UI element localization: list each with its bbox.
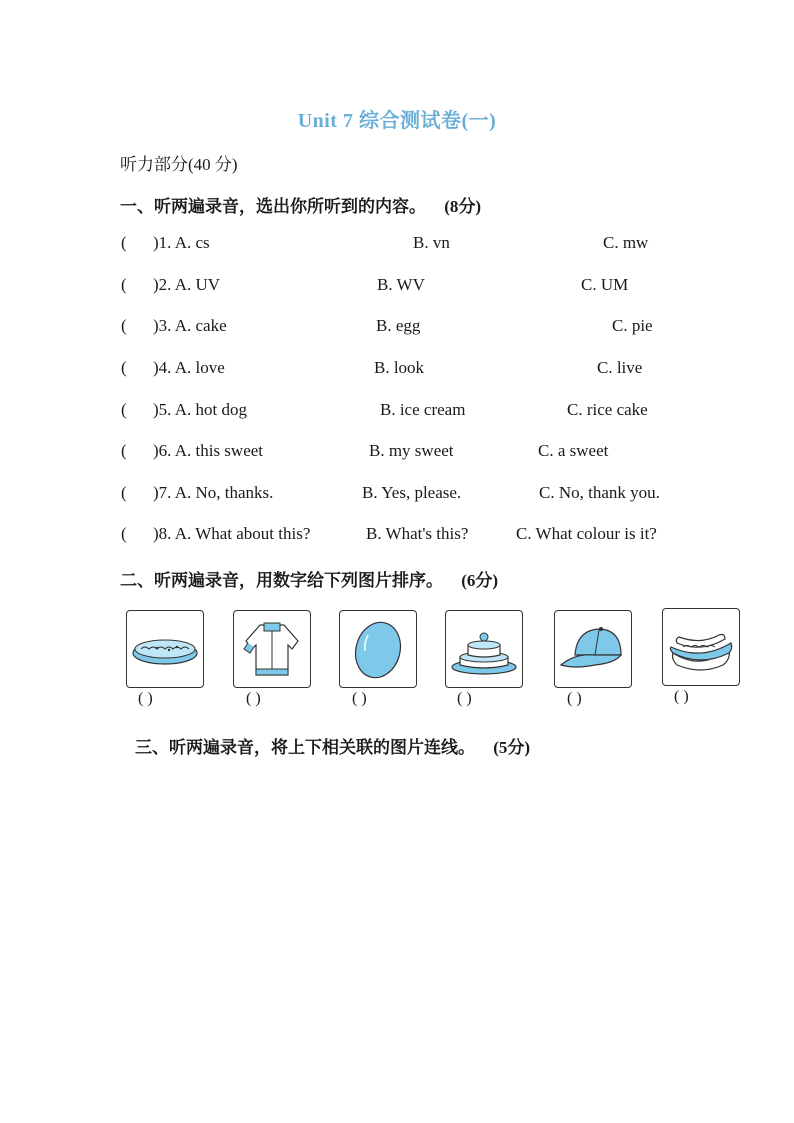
cake-icon (446, 611, 522, 687)
option-b: B. my sweet (369, 441, 454, 460)
option-c: C. live (597, 358, 643, 377)
option-b: B. look (374, 358, 425, 377)
option-b: B. WV (377, 275, 425, 294)
picture-card (445, 610, 523, 688)
page-title: Unit 7 综合测试卷(一) (297, 110, 497, 132)
hotdog-icon (663, 609, 739, 685)
option-c: C. No, thank you. (539, 483, 660, 502)
question-row (0, 483, 794, 507)
option-c: C. mw (603, 233, 649, 252)
question-row (0, 233, 794, 257)
answer-blank[interactable]: ( (121, 483, 127, 502)
option-b: B. What's this? (366, 524, 469, 543)
section-3-title: 三、听两遍录音，将上下相关联的图片连线。 (135, 738, 475, 757)
option-a: )5. A. hot dog (153, 400, 247, 419)
picture-answer-blank[interactable]: ( ) (246, 690, 261, 707)
part-label: 听力部分(40 分) (120, 155, 238, 174)
option-b: B. egg (376, 316, 421, 335)
option-a: )7. A. No, thanks. (153, 483, 274, 502)
option-c: C. a sweet (538, 441, 609, 460)
option-b: B. ice cream (380, 400, 466, 419)
section-2-score: (6分) (461, 571, 499, 590)
picture-card (233, 610, 311, 688)
question-row (0, 316, 794, 340)
section-2-title: 二、听两遍录音，用数字给下列图片排序。 (120, 571, 443, 590)
option-c: C. pie (612, 316, 653, 335)
option-a: )3. A. cake (153, 316, 227, 335)
picture-answer-blank[interactable]: ( ) (674, 688, 689, 705)
option-b: B. vn (413, 233, 450, 252)
option-a: )8. A. What about this? (153, 524, 311, 543)
option-a: )4. A. love (153, 358, 225, 377)
cap-icon (555, 611, 631, 687)
picture-card (662, 608, 740, 686)
section-2-heading (120, 566, 498, 591)
picture-row (0, 608, 794, 713)
section-1-heading (120, 192, 481, 217)
picture-card (554, 610, 632, 688)
section-1-score: (8分) (444, 197, 482, 216)
picture-answer-blank[interactable]: ( ) (567, 690, 582, 707)
egg-icon (340, 611, 416, 687)
question-row (0, 275, 794, 299)
option-c: C. UM (581, 275, 629, 294)
section-1-title: 一、听两遍录音，选出你所听到的内容。 (120, 197, 426, 216)
section-3-score: (5分) (493, 738, 531, 757)
question-row (0, 524, 794, 548)
answer-blank[interactable]: ( (121, 441, 127, 460)
question-row (0, 400, 794, 424)
picture-card (339, 610, 417, 688)
picture-card (126, 610, 204, 688)
question-row (0, 358, 794, 382)
answer-blank[interactable]: ( (121, 524, 127, 543)
option-c: C. What colour is it? (516, 524, 657, 543)
picture-answer-blank[interactable]: ( ) (138, 690, 153, 707)
option-a: )1. A. cs (153, 233, 210, 252)
answer-blank[interactable]: ( (121, 233, 127, 252)
option-a: )6. A. this sweet (153, 441, 264, 460)
answer-blank[interactable]: ( (121, 400, 127, 419)
question-row (0, 441, 794, 465)
option-a: )2. A. UV (153, 275, 221, 294)
picture-answer-blank[interactable]: ( ) (457, 690, 472, 707)
answer-blank[interactable]: ( (121, 275, 127, 294)
sweater-icon (234, 611, 310, 687)
option-c: C. rice cake (567, 400, 648, 419)
answer-blank[interactable]: ( (121, 316, 127, 335)
option-b: B. Yes, please. (362, 483, 462, 502)
picture-answer-blank[interactable]: ( ) (352, 690, 367, 707)
section-3-heading (135, 733, 530, 758)
pie-icon (127, 611, 203, 687)
answer-blank[interactable]: ( (121, 358, 127, 377)
